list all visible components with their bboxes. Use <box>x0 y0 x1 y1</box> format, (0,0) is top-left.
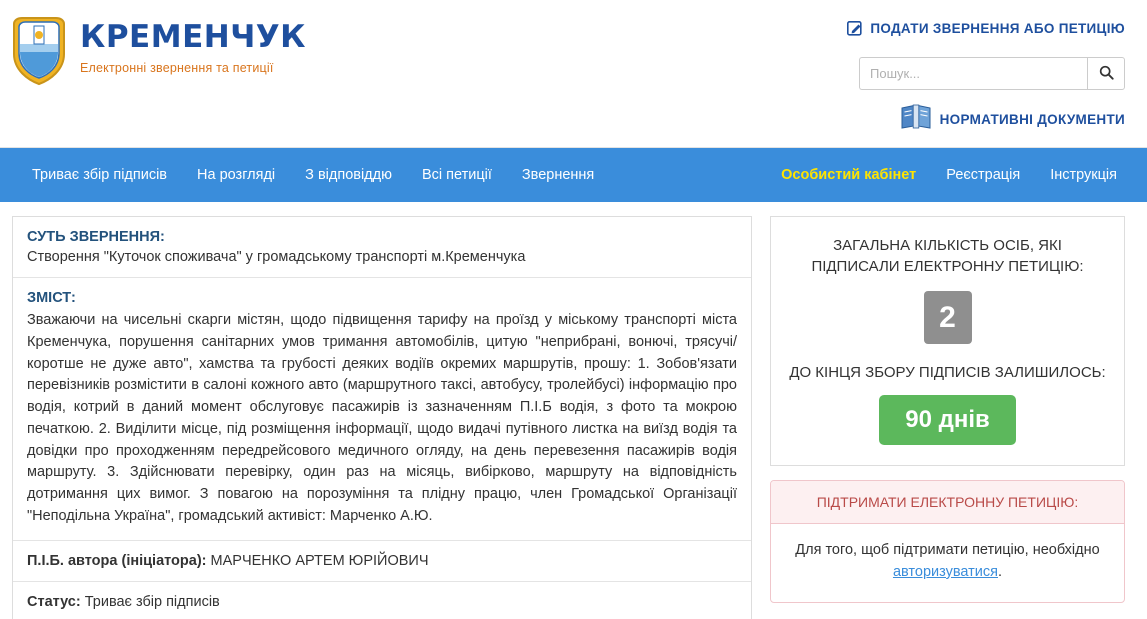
petition-essence-text: Створення "Куточок споживача" у громадському транспорті м.Кременчука <box>27 249 526 265</box>
normative-documents-label: НОРМАТИВНІ ДОКУМЕНТИ <box>939 112 1125 127</box>
pen-square-icon <box>847 20 863 36</box>
petition-status-block <box>13 582 751 619</box>
support-body <box>771 524 1124 602</box>
petition-author-label: П.І.Б. автора (ініціатора): <box>27 552 207 569</box>
brand[interactable] <box>10 14 306 86</box>
petition-status-value: Триває збір підписів <box>84 593 220 610</box>
brand-text <box>80 14 306 75</box>
brand-title: КРЕМЕНЧУК <box>80 19 306 55</box>
petition-details <box>12 216 752 619</box>
nav-left-group <box>0 159 608 191</box>
petition-content-label: ЗМІСТ: <box>27 290 76 306</box>
submit-petition-label: ПОДАТИ ЗВЕРНЕННЯ АБО ПЕТИЦІЮ <box>870 20 1125 36</box>
normative-documents-link[interactable] <box>705 104 1125 135</box>
support-text-before: Для того, щоб підтримати петицію, необхідно <box>795 542 1100 558</box>
signatures-panel <box>770 216 1125 466</box>
search-icon <box>1099 65 1114 83</box>
authorize-link[interactable]: авторизуватися <box>892 563 998 580</box>
nav-item-registration[interactable]: Реєстрація <box>946 167 1021 183</box>
documents-icon <box>901 104 931 135</box>
search-bar <box>705 57 1125 90</box>
deadline-days-badge: 90 днів <box>879 395 1016 445</box>
support-panel <box>770 480 1125 603</box>
petition-essence-block <box>13 217 751 278</box>
petition-status-label: Статус: <box>27 593 81 610</box>
support-text-after: . <box>998 563 1003 580</box>
search-button[interactable] <box>1087 57 1125 90</box>
nav-item-personal-cabinet[interactable]: Особистий кабінет <box>781 167 917 183</box>
nav-item-all-petitions[interactable]: Всі петиції <box>421 167 492 183</box>
signatures-title: ЗАГАЛЬНА КІЛЬКІСТЬ ОСІБ, ЯКІ ПІДПИСАЛИ ЕЛЕКТРОННУ ПЕТИЦІЮ: <box>811 237 1084 275</box>
petition-content-text: Зважаючи на чисельні скарги містян, щодо підвищення тарифу на проїзд у міському транспорті міста Кременчука, порушення санітарних умов тримання автомобілів, цитую "неприбрані, вонючі, трясучі/ коротше не дуже авто", хамства та грубості деяких водіїв окремих маршрутів, прошу: 1. Зобов'язати перевізників розмістити в салоні кожного авто (маршрутного таксі, автобусу, тролейбусі) інформацію про водія, котрий в даний момент обслуговує пасажирів із зазначенням П.І.Б водія, з фото та мокрою печаткою. 2. Виділити місце, під розміщення інформації, щодо видачі путівного листка на виїзд водія та довідки про проходженням передрейсового медичного огляду, на день перевезення пасажирів водія маршруту. 3. Здійснювати перевірку, один раз на місяць, вибірково, маршруту на відповідність дотримання цих вимог. З повагою на порозуміння та плідну працю, член Громадської Організації "Неподільна Україна", громадський активіст: Марченко А.Ю. <box>27 312 737 524</box>
city-coat-of-arms-icon <box>10 14 68 86</box>
brand-subtitle: Електронні звернення та петиції <box>80 61 274 75</box>
deadline-title: ДО КІНЦЯ ЗБОРУ ПІДПИСІВ ЗАЛИШИЛОСЬ: <box>789 364 1106 381</box>
nav-item-instruction[interactable]: Інструкція <box>1050 167 1117 183</box>
petition-author-block <box>13 541 751 582</box>
signatures-count-badge: 2 <box>924 291 972 344</box>
header-actions <box>705 20 1125 135</box>
nav-item-appeals[interactable]: Звернення <box>521 167 595 183</box>
page-content <box>0 202 1147 619</box>
petition-essence-label: СУТЬ ЗВЕРНЕННЯ: <box>27 229 165 245</box>
petition-sidebar <box>770 216 1125 619</box>
nav-item-collecting-signatures[interactable]: Триває збір підписів <box>32 167 168 183</box>
site-header <box>0 0 1147 148</box>
nav-item-under-review[interactable]: На розгляді <box>197 167 276 183</box>
search-input[interactable] <box>859 57 1087 90</box>
petition-author-value: МАРЧЕНКО АРТЕМ ЮРІЙОВИЧ <box>210 552 429 569</box>
main-navigation <box>0 148 1147 202</box>
nav-item-answered[interactable]: З відповіддю <box>305 167 392 183</box>
petition-content-block <box>13 278 751 541</box>
support-title: ПІДТРИМАТИ ЕЛЕКТРОННУ ПЕТИЦІЮ: <box>771 481 1124 524</box>
submit-petition-link[interactable] <box>847 20 1125 36</box>
petition-panel <box>12 216 752 619</box>
nav-right-group <box>767 159 1131 191</box>
